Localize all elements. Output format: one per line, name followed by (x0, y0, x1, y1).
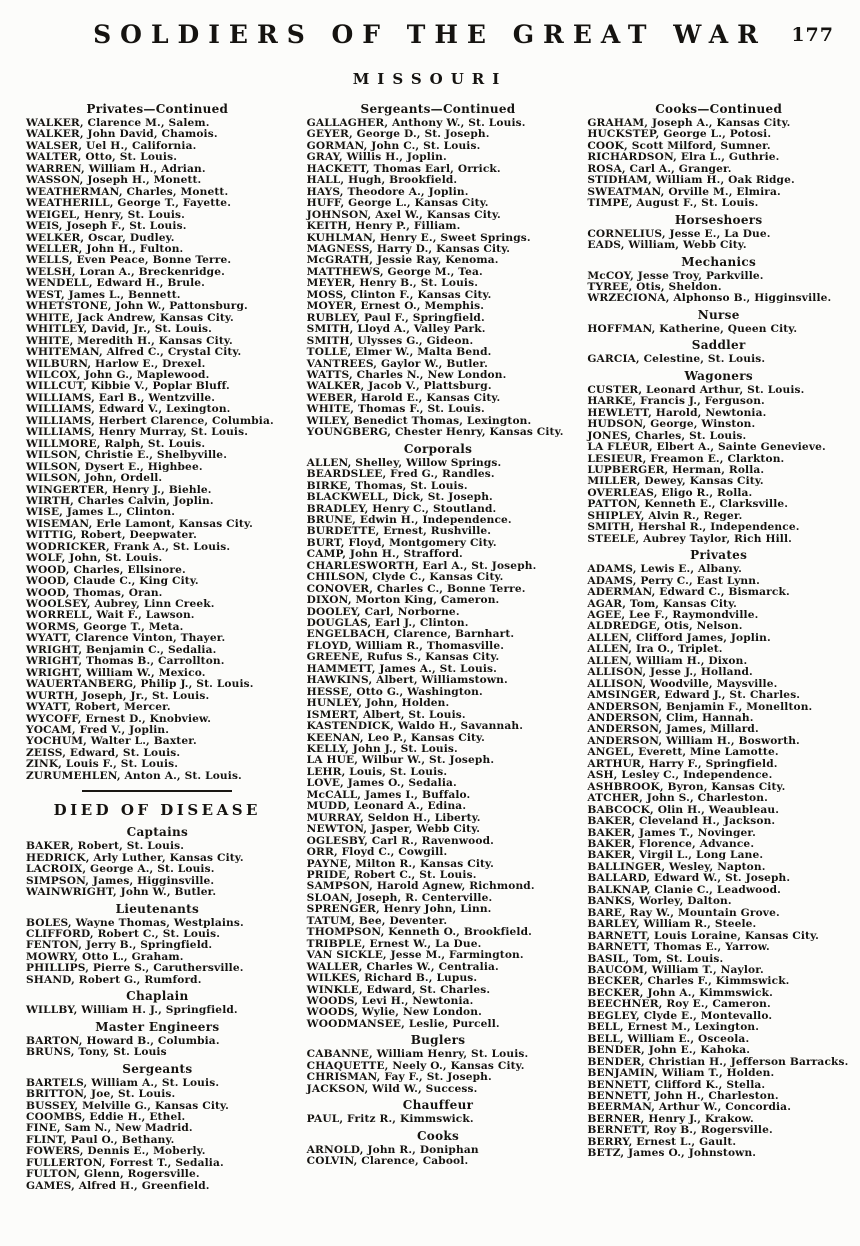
roster-entry: DOUGLAS, Earl J., Clinton. (306, 617, 469, 630)
roster-entry: GRAY, Willis H., Joplin. (306, 151, 447, 164)
roster-entry: OVERLEAS, Eligo R., Rolla. (587, 486, 753, 499)
roster-entry: HOFFMAN, Katherine, Queen City. (587, 322, 798, 335)
roster-entry: VAN SICKLE, Jesse M., Farmington. (306, 949, 524, 962)
page-number: 177 (791, 24, 834, 46)
roster-entry: BAKER, Florence, Advance. (587, 838, 755, 851)
roster-entry: SHAND, Robert G., Rumford. (26, 973, 202, 986)
section-heading: Cooks—Continued (655, 102, 783, 116)
roster-entry: FENTON, Jerry B., Springfield. (26, 939, 213, 952)
roster-entry: WHITE, Meredith H., Kansas City. (26, 334, 233, 347)
roster-entry: WALKER, John David, Chamois. (26, 128, 218, 141)
roster-entry: WILLIAMS, Earl B., Wentzville. (26, 391, 216, 404)
roster-entry: MOSS, Clinton F., Kansas City. (306, 288, 492, 301)
section-heading: Chauffeur (402, 1098, 474, 1113)
roster-entry: BERNETT, Roy B., Rogersville. (587, 1124, 773, 1137)
roster-entry: JACKSON, Wild W., Success. (306, 1082, 478, 1095)
roster-entry: COOK, Scott Milford, Sumner. (587, 139, 771, 152)
column-3 (587, 102, 850, 1192)
roster-entry: BAKER, Cleveland H., Jackson. (587, 815, 776, 828)
roster-entry: WALKER, Clarence M., Salem. (26, 117, 210, 129)
roster-entry: BLACKWELL, Dick, St. Joseph. (306, 491, 493, 504)
roster-entry: WRZECIONA, Alphonso B., Higginsville. (587, 292, 832, 305)
roster-entry: ZINK, Louis F., St. Louis. (26, 758, 179, 771)
roster-entry: COLVIN, Clarence, Cabool. (306, 1155, 469, 1168)
roster-entry: ARNOLD, John R., Doniphan (306, 1143, 479, 1156)
roster-entry: BIRKE, Thomas, St. Louis. (306, 479, 468, 492)
roster-entry: ASHBROOK, Byron, Kansas City. (587, 780, 786, 793)
roster-entry: BERRY, Ernest L., Gault. (587, 1135, 737, 1148)
roster-entry: HUDSON, George, Winston. (587, 418, 756, 431)
state-heading: MISSOURI (352, 70, 508, 88)
roster-entry: FULLERTON, Forrest T., Sedalia. (26, 1156, 224, 1169)
roster-entry: WYATT, Clarence Vinton, Thayer. (26, 632, 226, 645)
roster-entry: WILLBY, William H. J., Springfield. (26, 1004, 238, 1017)
roster-entry: WEATHERILL, George T., Fayette. (26, 197, 232, 210)
column-1 (26, 102, 289, 1192)
roster-entry: WILSON, Christie E., Shelbyville. (26, 449, 228, 462)
roster-entry: ASH, Lesley C., Independence. (587, 769, 773, 782)
roster-entry: WELSH, Loran A., Breckenridge. (26, 265, 225, 278)
roster-entry: AGAR, Tom, Kansas City. (587, 597, 738, 610)
roster-entry: BEERMAN, Arthur W., Concordia. (587, 1101, 792, 1114)
roster-entry: FULTON, Glenn, Rogersville. (26, 1168, 200, 1181)
section-heading: Lieutenants (115, 901, 200, 916)
roster-entry: WAUERTANBERG, Philip J., St. Louis. (26, 678, 254, 691)
section-heading: Wagoners (684, 368, 753, 383)
roster-entry: CHARLESWORTH, Earl A., St. Joseph. (306, 559, 537, 572)
roster-entry: CHRISMAN, Fay F., St. Joseph. (306, 1071, 492, 1084)
roster-entry: LA FLEUR, Elbert A., Sainte Genevieve. (587, 441, 826, 454)
roster-entry: KASTENDICK, Waldo H., Savannah. (306, 720, 524, 733)
roster-entry: BENNETT, John H., Charleston. (587, 1089, 779, 1102)
roster-entry: BRADLEY, Henry C., Stoutland. (306, 502, 497, 515)
roster-entry: BERNER, Henry J., Krakow. (587, 1112, 754, 1125)
roster-entry: BARNETT, Louis Loraine, Kansas City. (587, 929, 820, 942)
section-heading: Privates—Continued (86, 102, 229, 116)
roster-entry: HUCKSTEP, George L., Potosi. (587, 128, 772, 141)
roster-entry: WEATHERMAN, Charles, Monett. (26, 185, 229, 198)
roster-entry: WALLER, Charles W., Centralia. (306, 960, 499, 973)
roster-entry: WARREN, William H., Adrian. (26, 162, 206, 175)
roster-entry: HALL, Hugh, Brookfield. (306, 174, 458, 187)
roster-entry: JOHNSON, Axel W., Kansas City. (306, 208, 501, 221)
roster-entry: SMITH, Ulysses G., Gideon. (306, 334, 474, 347)
roster-entry: CHAQUETTE, Neely O., Kansas City. (306, 1059, 525, 1072)
roster-entry: ENGELBACH, Clarence, Barnhart. (306, 628, 515, 641)
roster-entry: WALKER, Jacob V., Plattsburg. (306, 380, 492, 393)
section-heading: Sergeants—Continued (360, 102, 516, 116)
roster-entry: LA HUE, Wilbur W., St. Joseph. (306, 754, 495, 767)
roster-entry: PHILLIPS, Pierre S., Caruthersville. (26, 962, 244, 975)
roster-entry: GAMES, Alfred H., Greenfield. (26, 1179, 210, 1192)
roster-entry: EADS, William, Webb City. (587, 239, 747, 252)
roster-entry: WOODS, Levi H., Newtonia. (306, 994, 474, 1007)
section-heading: Buglers (410, 1033, 466, 1048)
roster-entry: WOODMANSEE, Leslie, Purcell. (306, 1017, 500, 1030)
roster-entry: FLOYD, William R., Thomasville. (306, 639, 505, 652)
roster-entry: WALTER, Otto, St. Louis. (26, 151, 178, 164)
roster-entry: COOMBS, Eddie H., Ethel. (26, 1110, 186, 1123)
roster-entry: STEELE, Aubrey Taylor, Rich Hill. (587, 532, 792, 545)
roster-entry: BENDER, Christian H., Jefferson Barracks. (587, 1055, 849, 1068)
roster-entry: BOLES, Wayne Thomas, Westplains. (26, 916, 244, 929)
roster-entry: WOOD, Claude C., King City. (26, 575, 199, 588)
roster-entry: VANTREES, Gaylor W., Butler. (306, 357, 489, 370)
roster-entry: LEHR, Louis, St. Louis. (306, 765, 448, 778)
roster-entry: AMSINGER, Edward J., St. Charles. (587, 689, 801, 702)
roster-entry: BARNETT, Thomas E., Yarrow. (587, 941, 770, 954)
roster-entry: FLINT, Paul O., Bethany. (26, 1133, 175, 1146)
roster-entry: ALLEN, William H., Dixon. (587, 654, 748, 667)
roster-entry: WALSER, Uel H., California. (26, 139, 197, 152)
roster-entry: TATUM, Bee, Deventer. (306, 914, 448, 927)
roster-entry: YOCHUM, Walter L., Baxter. (26, 735, 197, 748)
roster-entry: PRIDE, Robert C., St. Louis. (306, 869, 477, 881)
roster-entry: WEIS, Joseph F., St. Louis. (26, 220, 187, 233)
roster-entry: HAWKINS, Albert, Williamstown. (306, 674, 508, 687)
roster-entry: BETZ, James O., Johnstown. (587, 1147, 757, 1160)
roster-entry: SMITH, Hershal R., Independence. (587, 521, 800, 534)
roster-entry: WOOD, Thomas, Oran. (26, 586, 163, 599)
roster-entry: ALLISON, Jesse J., Holland. (587, 666, 753, 679)
roster-entry: GEYER, George D., St. Joseph. (306, 128, 490, 141)
roster-entry: YOCAM, Fred V., Joplin. (26, 724, 170, 737)
roster-entry: KELLY, John J., St. Louis. (306, 743, 458, 756)
roster-entry: ATCHER, John S., Charleston. (587, 792, 768, 805)
roster-entry: ALLEN, Shelley, Willow Springs. (306, 456, 502, 469)
roster-entry: BAKER, Virgil L., Long Lane. (587, 849, 764, 862)
roster-entry: WRIGHT, Benjamin C., Sedalia. (26, 643, 217, 656)
roster-entry: BENNETT, Clifford K., Stella. (587, 1078, 766, 1091)
roster-entry: HAYS, Theodore A., Joplin. (306, 185, 469, 198)
roster-entry: CORNELIUS, Jesse E., La Due. (587, 227, 771, 240)
roster-entry: GALLAGHER, Anthony W., St. Louis. (306, 117, 526, 129)
section-heading: DIED OF DISEASE (53, 801, 261, 820)
roster-entry: BALLINGER, Wesley, Napton. (587, 860, 766, 873)
roster-entry: BRITTON, Joe, St. Louis. (26, 1088, 176, 1101)
section-heading: Sergeants (122, 1061, 193, 1076)
roster-entry: JONES, Charles, St. Louis. (587, 429, 747, 442)
roster-entry: SHIPLEY, Alvin R., Reger. (587, 509, 743, 522)
roster-entry: BEGLEY, Clyde E., Montevallo. (587, 1009, 773, 1022)
roster-entry: GORMAN, John C., St. Louis. (306, 139, 481, 152)
roster-entry: ADERMAN, Edward C., Bismarck. (587, 586, 790, 599)
section-heading: Corporals (403, 441, 473, 456)
roster-entry: ANDERSON, William H., Bosworth. (587, 734, 800, 747)
roster-entry: BEECHNER, Roy E., Cameron. (587, 998, 771, 1011)
page-header (0, 0, 860, 88)
roster-entry: TIMPE, August F., St. Louis. (587, 197, 759, 210)
column-2 (307, 102, 570, 1192)
roster-entry: WILEY, Benedict Thomas, Lexington. (306, 414, 532, 427)
roster-entry: WHITLEY, David, Jr., St. Louis. (26, 323, 213, 336)
roster-entry: STIDHAM, William H., Oak Ridge. (587, 174, 795, 187)
roster-entry: ZURUMEHLEN, Anton A., St. Louis. (26, 769, 242, 782)
roster-entry: WAINWRIGHT, John W., Butler. (26, 886, 217, 899)
roster-entry: SAMPSON, Harold Agnew, Richmond. (306, 880, 535, 893)
roster-entry: HACKETT, Thomas Earl, Orrick. (306, 162, 501, 175)
roster-entry: ALLISON, Woodville, Maysville. (587, 677, 778, 690)
roster-entry: BABCOCK, Olin H., Weaubleau. (587, 803, 780, 816)
roster-entry: ORR, Floyd C., Cowgill. (306, 846, 448, 859)
roster-entry: TYREE, Otis, Sheldon. (587, 280, 722, 293)
roster-entry: PAYNE, Milton R., Kansas City. (306, 857, 494, 870)
roster-entry: WHETSTONE, John W., Pattonsburg. (26, 300, 248, 313)
roster-entry: ARTHUR, Harry F., Springfield. (587, 757, 778, 770)
roster-entry: WORMS, George T., Meta. (26, 620, 184, 633)
roster-entry: WOOD, Charles, Ellsinore. (26, 563, 186, 576)
roster-entry: NEWTON, Jasper, Webb City. (306, 823, 481, 836)
roster-entry: MOYER, Ernest O., Memphis. (306, 300, 485, 313)
roster-entry: BECKER, Charles F., Kimmswick. (587, 975, 790, 988)
roster-entry: MURRAY, Seldon H., Liberty. (306, 811, 481, 824)
roster-entry: WISE, James L., Clinton. (26, 506, 176, 519)
roster-entry: ALLEN, Ira O., Triplet. (587, 643, 723, 656)
roster-entry: WATTS, Charles N., New London. (306, 368, 507, 381)
roster-entry: BECKER, John A., Kimmswick. (587, 986, 774, 999)
roster-entry: WOLF, John, St. Louis. (26, 552, 163, 565)
section-heading: Horseshoers (674, 212, 763, 227)
roster-entry: WILLMORE, Ralph, St. Louis. (26, 437, 206, 450)
roster-entry: BANKS, Worley, Dalton. (587, 895, 732, 908)
roster-entry: AGEE, Lee F., Raymondville. (587, 608, 759, 621)
roster-entry: BRUNS, Tony, St. Louis (26, 1046, 167, 1059)
roster-entry: GARCIA, Celestine, St. Louis. (587, 353, 766, 366)
roster-entry: MOWRY, Otto L., Graham. (26, 950, 184, 963)
roster-entry: CONOVER, Charles C., Bonne Terre. (306, 582, 526, 595)
roster-entry: WODRICKER, Frank A., St. Louis. (26, 540, 231, 553)
roster-entry: WILSON, Dysert E., Highbee. (26, 460, 203, 473)
roster-entry: McCOY, Jesse Troy, Parkville. (587, 269, 764, 282)
roster-entry: OGLESBY, Carl R., Ravenwood. (306, 834, 494, 847)
section-heading: Saddler (691, 338, 746, 353)
roster-entry: ANDERSON, James, Millard. (587, 723, 759, 736)
roster-entry: BRUNE, Edwin H., Independence. (306, 513, 512, 526)
roster-entry: BAKER, James T., Novinger. (587, 826, 757, 839)
roster-entry: FINE, Sam N., New Madrid. (26, 1122, 193, 1135)
roster-entry: SLOAN, Joseph, R. Centerville. (306, 891, 493, 904)
roster-entry: WEIGEL, Henry, St. Louis. (26, 208, 185, 221)
roster-entry: ANDERSON, Clim, Hannah. (587, 712, 754, 725)
roster-entry: TOLLE, Elmer W., Malta Bend. (306, 346, 492, 359)
roster-entry: WENDELL, Edward H., Brule. (26, 277, 205, 290)
roster-entry: MAGNESS, Harry D., Kansas City. (306, 242, 511, 255)
roster-entry: DIXON, Morton King, Cameron. (306, 594, 500, 607)
section-divider (82, 790, 232, 792)
roster-entry: BARTELS, William A., St. Louis. (26, 1076, 220, 1089)
roster-entry: RUBLEY, Paul F., Springfield. (306, 311, 485, 324)
roster-entry: WIRTH, Charles Calvin, Joplin. (26, 494, 214, 507)
roster-entry: BURT, Floyd, Montgomery City. (306, 536, 497, 549)
roster-entry: LUPBERGER, Herman, Rolla. (587, 463, 765, 476)
roster-entry: McGRATH, Jessie Ray, Kenoma. (306, 254, 499, 267)
roster-entry: MILLER, Dewey, Kansas City. (587, 475, 764, 488)
roster-entry: WINGERTER, Henry J., Biehle. (26, 483, 212, 496)
roster-entry: WYCOFF, Ernest D., Knobview. (26, 712, 212, 725)
roster-entry: BURDETTE, Ernest, Rushville. (306, 525, 492, 538)
roster-entry: FOWERS, Dennis E., Moberly. (26, 1145, 206, 1158)
roster-entry: WHITEMAN, Alfred C., Crystal City. (26, 346, 242, 359)
roster-entry: CHILSON, Clyde C., Kansas City. (306, 571, 504, 584)
roster-entry: WELKER, Oscar, Dudley. (26, 231, 175, 244)
roster-entry: BENJAMIN, Wiliam T., Holden. (587, 1067, 775, 1080)
roster-entry: WILLIAMS, Herbert Clarence, Columbia. (26, 414, 274, 427)
roster-entry: ROSA, Carl A., Granger. (587, 162, 732, 175)
roster-entry: WILLIAMS, Edward V., Lexington. (26, 403, 231, 416)
roster-entry: WILKES, Richard B., Lupus. (306, 972, 478, 985)
roster-entry: RICHARDSON, Elra L., Guthrie. (587, 151, 780, 164)
roster-entry: ANGEL, Everett, Mine Lamotte. (587, 746, 779, 759)
section-heading: Chaplain (126, 989, 189, 1004)
roster-entry: BALKNAP, Clanie C., Leadwood. (587, 883, 781, 896)
roster-entry: WRIGHT, William W., Mexico. (26, 666, 206, 679)
roster-entry: BENDER, John E., Kahoka. (587, 1044, 751, 1057)
roster-entry: WINKLE, Edward, St. Charles. (306, 983, 491, 996)
roster-entry: HUFF, George L., Kansas City. (306, 197, 489, 210)
roster-entry: WELLS, Even Peace, Bonne Terre. (26, 254, 232, 267)
roster-entry: BARE, Ray W., Mountain Grove. (587, 906, 780, 919)
roster-entry: KEENAN, Leo P., Kansas City. (306, 731, 485, 744)
roster-entry: BEARDSLEE, Fred G., Randles. (306, 468, 495, 481)
roster-entry: WURTH, Joseph, Jr., St. Louis. (26, 689, 210, 702)
roster-entry: WASSON, Joseph H., Monett. (26, 174, 202, 187)
roster-entry: HARKE, Francis J., Ferguson. (587, 395, 765, 408)
roster-entry: KUHLMAN, Henry E., Sweet Springs. (306, 231, 531, 244)
section-heading: Nurse (697, 307, 740, 322)
roster-entry: WORRELL, Wait F., Lawson. (26, 609, 195, 622)
roster-entry: YOUNGBERG, Chester Henry, Kansas City. (306, 426, 564, 439)
roster-entry: ADAMS, Perry C., East Lynn. (587, 574, 760, 587)
roster-entry: HEDRICK, Arly Luther, Kansas City. (26, 851, 244, 864)
roster-entry: CLIFFORD, Robert C., St. Louis. (26, 928, 221, 940)
roster-entry: McCALL, James I., Buffalo. (306, 788, 471, 801)
roster-entry: HEWLETT, Harold, Newtonia. (587, 406, 767, 419)
roster-entry: ALLEN, Clifford James, Joplin. (587, 631, 771, 644)
roster-entry: WISEMAN, Erle Lamont, Kansas City. (26, 517, 253, 530)
roster-entry: HESSE, Otto G., Washington. (306, 685, 483, 698)
roster-entry: ISMERT, Albert, St. Louis. (306, 708, 466, 721)
roster-entry: DOOLEY, Carl, Norborne. (306, 605, 460, 618)
page-title: SOLDIERS OF THE GREAT WAR (93, 20, 767, 49)
roster-entry: BASIL, Tom, St. Louis. (587, 952, 724, 965)
roster-entry: BARLEY, William R., Steele. (587, 918, 757, 931)
roster-entry: SPRENGER, Henry John, Linn. (306, 903, 492, 916)
roster-entry: WILLCUT, Kibbie V., Poplar Bluff. (26, 380, 230, 393)
roster-entry: CAMP, John H., Strafford. (306, 548, 463, 561)
roster-entry: BELL, William E., Osceola. (587, 1032, 750, 1045)
roster-entry: HUNLEY, John, Holden. (306, 697, 450, 710)
roster-entry: WILLIAMS, Henry Murray, St. Louis. (26, 426, 249, 439)
roster-columns (0, 88, 860, 1192)
roster-entry: ADAMS, Lewis E., Albany. (587, 563, 742, 576)
roster-entry: BAUCOM, William T., Naylor. (587, 964, 764, 976)
roster-entry: BUSSEY, Melville G., Kansas City. (26, 1099, 229, 1112)
roster-entry: LACROIX, George A., St. Louis. (26, 863, 215, 876)
roster-entry: WOOLSEY, Aubrey, Linn Creek. (26, 598, 215, 611)
section-heading: Master Engineers (95, 1019, 220, 1034)
roster-entry: BELL, Ernest M., Lexington. (587, 1021, 760, 1034)
roster-entry: WELLER, John H., Fulton. (26, 242, 184, 255)
roster-entry: LOVE, James O., Sedalia. (306, 777, 457, 790)
roster-entry: WYATT, Robert, Mercer. (26, 701, 171, 714)
roster-entry: ZEISS, Edward, St. Louis. (26, 746, 181, 759)
roster-entry: KEITH, Henry P., Filliam. (306, 220, 461, 233)
roster-entry: WEBER, Harold E., Kansas City. (306, 391, 501, 404)
roster-entry: CUSTER, Leonard Arthur, St. Louis. (587, 383, 805, 396)
roster-entry: ANDERSON, Benjamin F., Monellton. (587, 700, 813, 713)
roster-entry: PAUL, Fritz R., Kimmswick. (306, 1113, 474, 1126)
roster-entry: ALDREDGE, Otis, Nelson. (587, 620, 743, 633)
roster-entry: WITTIG, Robert, Deepwater. (26, 529, 197, 542)
roster-entry: SIMPSON, James, Higginsville. (26, 874, 215, 887)
roster-entry: SMITH, Lloyd A., Valley Park. (306, 323, 486, 336)
roster-entry: WEST, James L., Bennett. (26, 288, 181, 301)
roster-entry: BAKER, Robert, St. Louis. (26, 840, 185, 853)
roster-entry: WOODS, Wylie, New London. (306, 1006, 482, 1019)
roster-entry: WHITE, Jack Andrew, Kansas City. (26, 311, 234, 324)
roster-entry: WILSON, John, Ordell. (26, 472, 163, 485)
roster-entry: WILBURN, Harlow E., Drexel. (26, 357, 206, 370)
roster-entry: GREENE, Rufus S., Kansas City. (306, 651, 500, 664)
roster-entry: SWEATMAN, Orville M., Elmira. (587, 185, 781, 198)
roster-entry: THOMPSON, Kenneth O., Brookfield. (306, 926, 532, 939)
roster-entry: WILCOX, John G., Maplewood. (26, 368, 210, 381)
roster-entry: WHITE, Thomas F., St. Louis. (306, 403, 485, 416)
section-heading: Mechanics (681, 254, 757, 269)
roster-entry: GRAHAM, Joseph A., Kansas City. (587, 117, 791, 129)
section-heading: Captains (126, 825, 189, 840)
roster-entry: MATTHEWS, George M., Tea. (306, 265, 483, 278)
roster-entry: HAMMETT, James A., St. Louis. (306, 662, 497, 675)
roster-entry: BALLARD, Edward W., St. Joseph. (587, 872, 791, 885)
roster-entry: LESIEUR, Freamon E., Clarkton. (587, 452, 785, 465)
roster-entry: MUDD, Leonard A., Edina. (306, 800, 467, 813)
roster-entry: TRIBPLE, Ernest W., La Due. (306, 937, 482, 950)
roster-entry: WRIGHT, Thomas B., Carrollton. (26, 655, 225, 668)
roster-entry: PATTON, Kenneth E., Clarksville. (587, 498, 789, 511)
roster-entry: BARTON, Howard B., Columbia. (26, 1034, 220, 1047)
section-heading: Privates (690, 548, 748, 563)
roster-entry: CABANNE, William Henry, St. Louis. (306, 1048, 529, 1061)
roster-entry: MEYER, Henry B., St. Louis. (306, 277, 479, 290)
section-heading: Cooks (416, 1128, 460, 1143)
